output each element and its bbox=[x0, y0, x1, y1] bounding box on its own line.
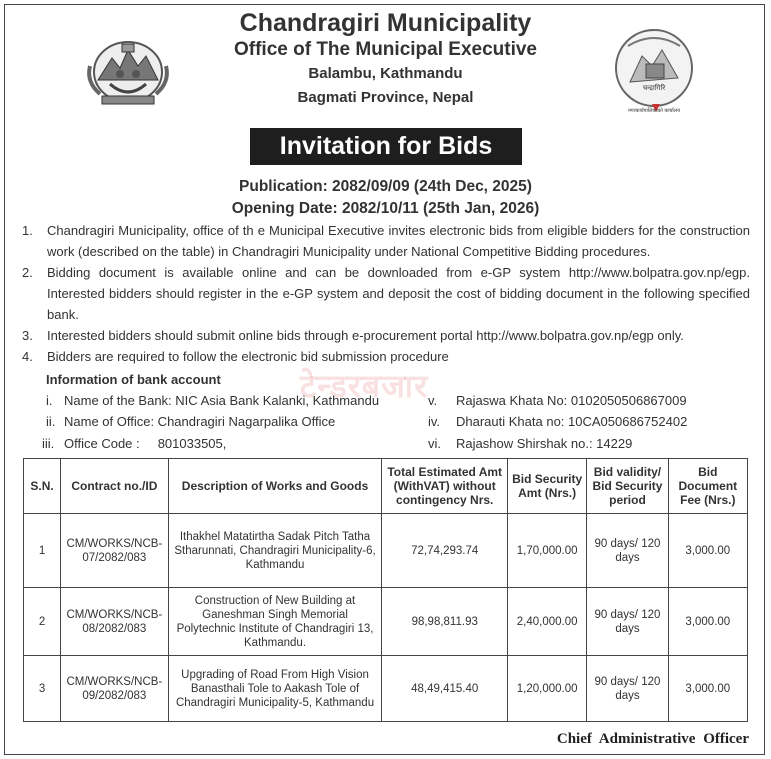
right-logo-text: चन्द्रागिरि bbox=[642, 84, 666, 92]
bank-info-text: Name of Office: Chandragiri Nagarpalika Office bbox=[64, 414, 336, 429]
bank-info-number: iii. bbox=[42, 436, 55, 451]
notice-items bbox=[22, 220, 750, 367]
table-cell: CM/WORKS/NCB-08/2082/083 bbox=[61, 588, 168, 656]
table-cell: 3,000.00 bbox=[668, 656, 747, 722]
item-number: 1. bbox=[22, 223, 33, 238]
table-row bbox=[24, 588, 748, 656]
notice-item bbox=[22, 325, 750, 346]
bank-info-row bbox=[46, 393, 379, 408]
table-row bbox=[24, 514, 748, 588]
table-cell: 1,70,000.00 bbox=[507, 514, 586, 588]
opening-date: Opening Date: 2082/10/11 (25th Jan, 2026) bbox=[231, 200, 540, 217]
bank-info-text: Rajashow Shirshak no.: 14229 bbox=[456, 436, 633, 451]
bank-info-number: i. bbox=[46, 393, 53, 408]
signoff: Chief Administrative Officer bbox=[556, 731, 749, 747]
table-cell: Ithakhel Matatirtha Sadak Pitch Tatha Stharunnati, Chandragiri Municipality-6, Kathmandu bbox=[168, 514, 382, 588]
item-text: Chandragiri Municipality, office of th e Municipal Executive invites electronic bids from eligible bidders for the construction work (described on the table) in Chandragiri Municipality under National Competitive Bidding procedures. bbox=[47, 223, 750, 259]
table-cell: 90 days/ 120 days bbox=[587, 656, 668, 722]
notice-item bbox=[22, 262, 750, 325]
table-header-row bbox=[24, 459, 748, 514]
table-cell: CM/WORKS/NCB-09/2082/083 bbox=[61, 656, 168, 722]
item-number: 4. bbox=[22, 349, 33, 364]
col-header: Bid validity/ Bid Security period bbox=[587, 459, 668, 514]
bank-info-number: vi. bbox=[428, 436, 441, 451]
table-cell: CM/WORKS/NCB-07/2082/083 bbox=[61, 514, 168, 588]
bank-info-number: ii. bbox=[46, 414, 56, 429]
bank-info-row bbox=[428, 436, 632, 451]
table-cell: Upgrading of Road From High Vision Banasthali Tole to Aakash Tole of Chandragiri Municipality-5, Kathmandu bbox=[168, 656, 382, 722]
bank-info-row bbox=[46, 414, 335, 429]
table-cell: 3,000.00 bbox=[668, 588, 747, 656]
publication-date: Publication: 2082/09/09 (24th Dec, 2025) bbox=[239, 178, 532, 195]
bids-table bbox=[23, 458, 748, 722]
bank-info-row bbox=[428, 393, 687, 408]
bank-info-text: Name of the Bank: NIC Asia Bank Kalanki, Kathmandu bbox=[64, 393, 380, 408]
col-header: Total Estimated Amt (WithVAT) without contingency Nrs. bbox=[382, 459, 508, 514]
table-cell: 98,98,811.93 bbox=[382, 588, 508, 656]
table-cell: 3 bbox=[24, 656, 61, 722]
item-number: 2. bbox=[22, 265, 33, 280]
bank-info-text: Rajaswa Khata No: 0102050506867009 bbox=[456, 393, 687, 408]
publication-dates bbox=[0, 176, 771, 220]
col-header: Description of Works and Goods bbox=[168, 459, 382, 514]
table-cell: Construction of New Building at Ganeshman Singh Memorial Polytechnic Institute of Chandragiri 13, Kathmandu. bbox=[168, 588, 382, 656]
col-header: Contract no./ID bbox=[61, 459, 168, 514]
col-header: S.N. bbox=[24, 459, 61, 514]
item-text: Bidders are required to follow the electronic bid submission procedure bbox=[47, 349, 449, 364]
table-cell: 1,20,000.00 bbox=[507, 656, 586, 722]
bank-info-row bbox=[428, 414, 687, 429]
address-line-2: Bagmati Province, Nepal bbox=[297, 89, 474, 106]
col-header: Bid Security Amt (Nrs.) bbox=[507, 459, 586, 514]
bank-info-row bbox=[42, 436, 226, 451]
table-cell: 90 days/ 120 days bbox=[587, 514, 668, 588]
table-cell: 72,74,293.74 bbox=[382, 514, 508, 588]
table-cell: 2,40,000.00 bbox=[507, 588, 586, 656]
col-header: Bid Document Fee (Nrs.) bbox=[668, 459, 747, 514]
office-name: Office of The Municipal Executive bbox=[233, 39, 537, 60]
table-cell: 90 days/ 120 days bbox=[587, 588, 668, 656]
table-cell: 3,000.00 bbox=[668, 514, 747, 588]
bank-info-text: Office Code : 801033505, bbox=[64, 436, 227, 451]
bank-info-number: iv. bbox=[428, 414, 441, 429]
watermark: टेन्डरबजार bbox=[300, 368, 429, 404]
item-text: Bidding document is available online and can be downloaded from e-GP system http://www.bolpatra.gov.np/egp. Interested bidders should register in the e-GP system and deposit the cost of bidding document in the following specified bank. bbox=[47, 265, 750, 322]
bank-info-text: Dharauti Khata no: 10CA050686752402 bbox=[456, 414, 688, 429]
right-logo-caption: नगरकार्यपालिकाको कार्यालय bbox=[628, 108, 680, 114]
item-number: 3. bbox=[22, 328, 33, 343]
table-row bbox=[24, 656, 748, 722]
municipality-title: Chandragiri Municipality bbox=[239, 9, 532, 37]
table-cell: 1 bbox=[24, 514, 61, 588]
table-cell: 2 bbox=[24, 588, 61, 656]
address-line-1: Balambu, Kathmandu bbox=[308, 65, 463, 82]
bank-info-heading: Information of bank account bbox=[46, 372, 221, 387]
table-cell: 48,49,415.40 bbox=[382, 656, 508, 722]
item-text: Interested bidders should submit online bids through e-procurement portal http://www.bolpatra.gov.np/egp only. bbox=[47, 328, 684, 343]
notice-header bbox=[0, 8, 771, 110]
notice-item bbox=[22, 220, 750, 262]
invitation-banner: Invitation for Bids bbox=[250, 128, 522, 165]
bank-info-number: v. bbox=[428, 393, 438, 408]
